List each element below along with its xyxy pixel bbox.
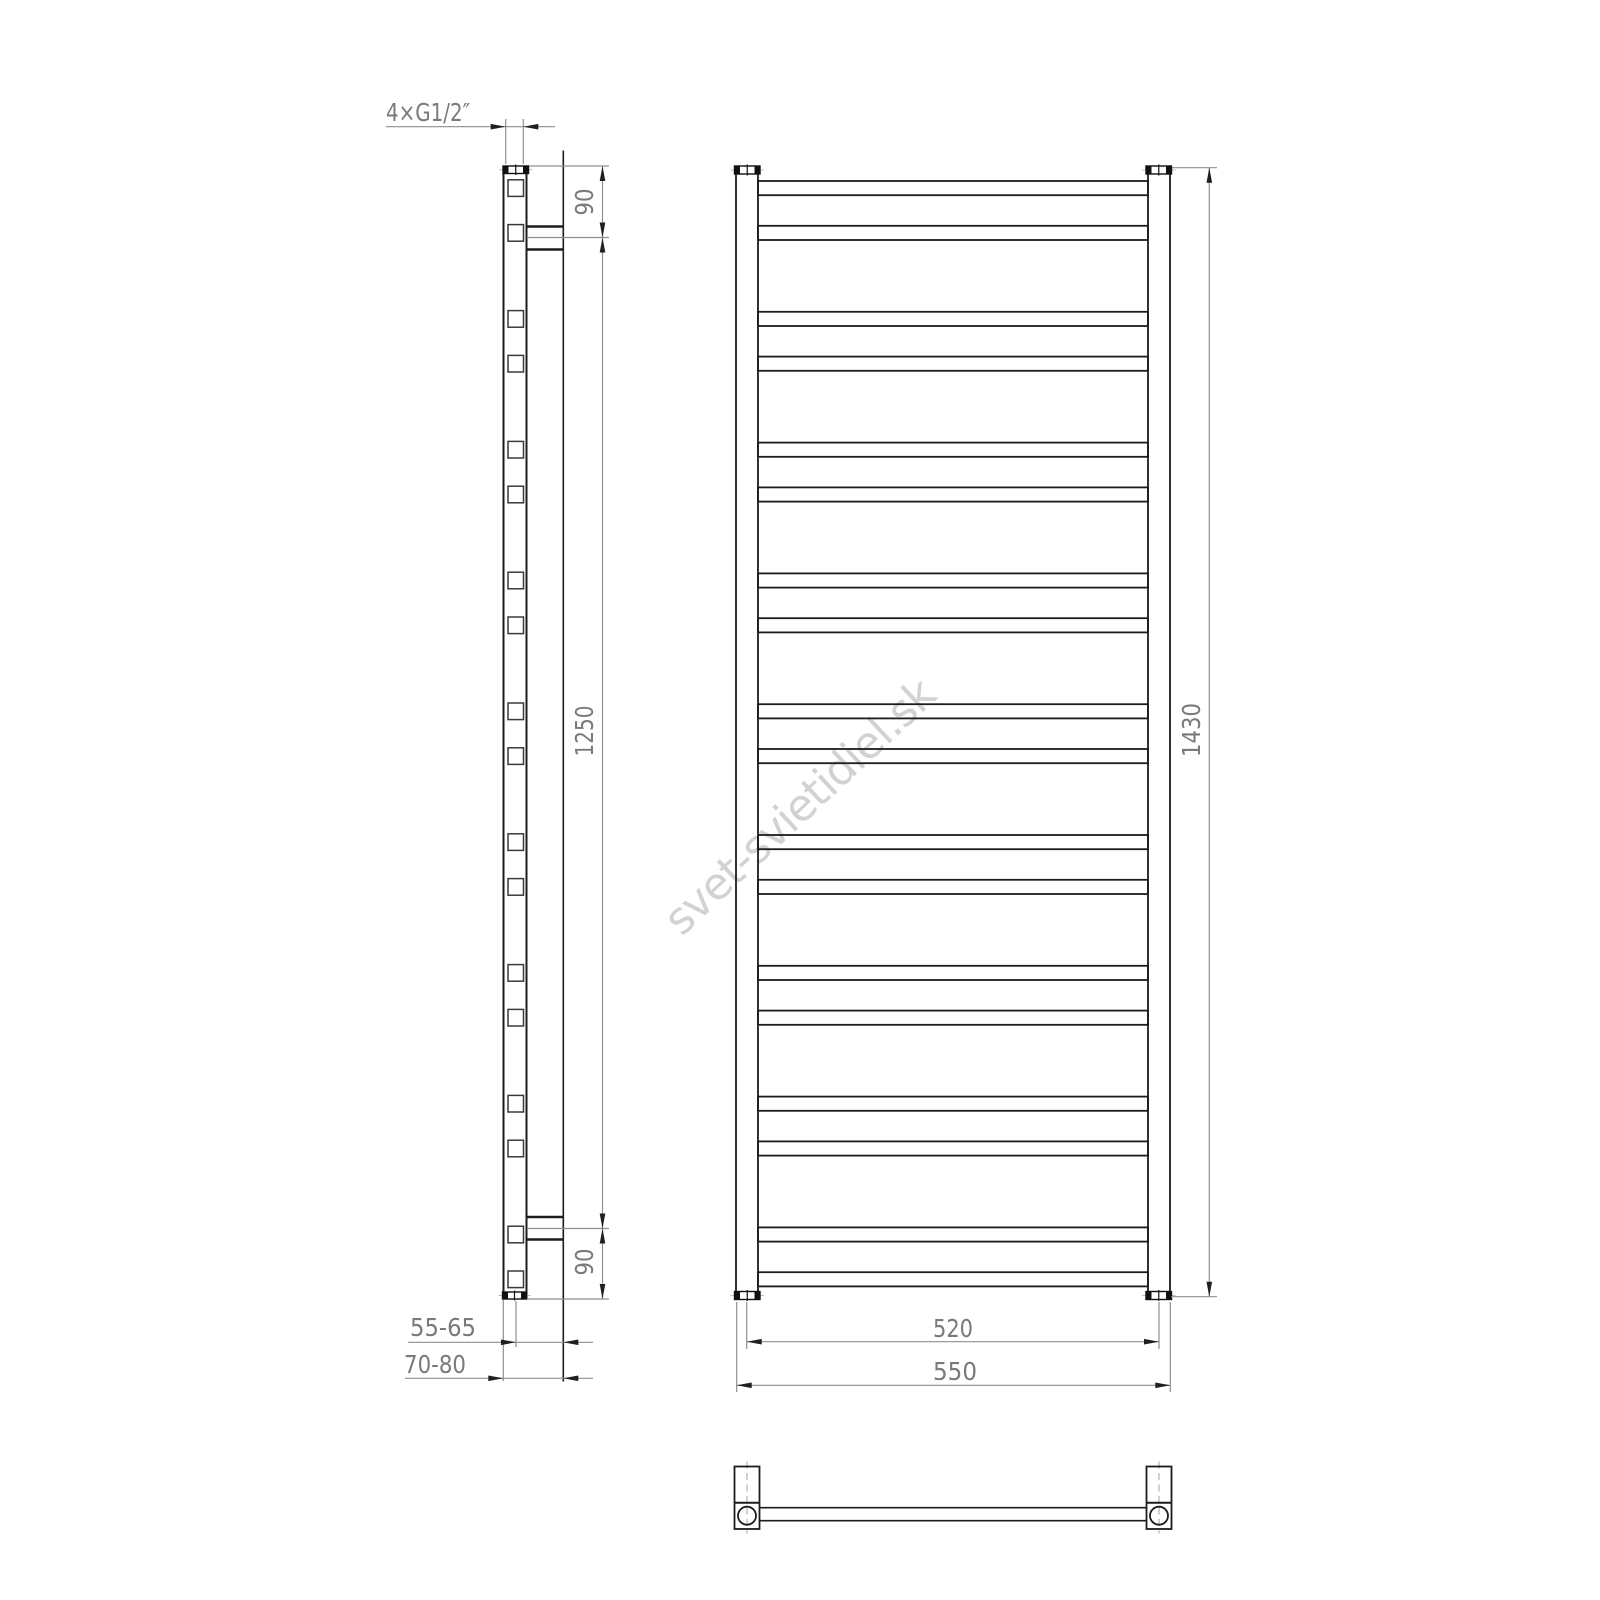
- rung: [758, 573, 1148, 587]
- rung: [758, 312, 1148, 326]
- rung: [758, 880, 1148, 894]
- cap-end: [755, 1292, 761, 1300]
- dimension-arrowhead: [747, 1339, 762, 1345]
- dimension-arrowhead: [600, 238, 606, 253]
- dimension-arrowhead: [1207, 1282, 1213, 1297]
- dimension-arrowhead: [737, 1383, 752, 1389]
- rung-end-square: [508, 703, 524, 720]
- dimension-arrowhead: [563, 1376, 578, 1382]
- rung: [758, 1272, 1148, 1286]
- front-view: [736, 167, 1170, 1292]
- connection-cap: [499, 1291, 531, 1301]
- cap-end: [755, 166, 761, 174]
- rung-end-square: [508, 617, 524, 634]
- cap-end: [521, 1292, 527, 1299]
- rung-end-square: [508, 1271, 524, 1288]
- rung: [758, 966, 1148, 980]
- side-rung-ends: [508, 180, 524, 1288]
- connection-cap: [731, 1290, 765, 1301]
- rung: [758, 1141, 1148, 1155]
- connection-cap: [1142, 165, 1176, 176]
- rung-end-square: [508, 1226, 524, 1243]
- rung-end-square: [508, 1009, 524, 1026]
- top-view: [735, 1462, 1172, 1534]
- rung: [758, 749, 1148, 763]
- rung-end-square: [508, 486, 524, 503]
- front-left-column: [736, 167, 758, 1292]
- connection-caps: [499, 165, 1176, 1302]
- watermark: svet-svietidiel.sk: [654, 668, 946, 946]
- rung-end-square: [508, 1140, 524, 1157]
- rung-end-square: [508, 748, 524, 765]
- rung-end-square: [508, 225, 524, 242]
- cap-end: [735, 1292, 741, 1300]
- dimension-arrowhead: [600, 1214, 606, 1229]
- rung-end-square: [508, 311, 524, 328]
- dimension-arrowhead: [491, 124, 506, 130]
- connection-cap: [731, 165, 765, 176]
- dimension-arrowhead: [501, 1340, 516, 1346]
- dimension-arrowhead: [1144, 1339, 1159, 1345]
- cap-end: [1166, 1292, 1172, 1300]
- rung: [758, 1097, 1148, 1111]
- rung-end-square: [508, 441, 524, 458]
- rung: [758, 1011, 1148, 1025]
- dim-label-axis-wall: 55-65: [410, 1313, 476, 1342]
- rung: [758, 357, 1148, 371]
- connection-cap: [1142, 1290, 1176, 1301]
- dim-label-total-width: 550: [933, 1357, 977, 1386]
- dim-label-bracket-span: 1250: [570, 692, 599, 757]
- rung-end-square: [508, 834, 524, 851]
- rung: [758, 443, 1148, 457]
- dim-label-top-offset: 90: [570, 183, 599, 216]
- dim-label-connections: 4×G1/2″: [386, 98, 470, 127]
- rung-end-square: [508, 965, 524, 982]
- dimension-arrowhead: [600, 1284, 606, 1299]
- dim-label-face-wall: 70-80: [404, 1350, 466, 1379]
- rung-end-square: [508, 355, 524, 372]
- side-tube: [504, 167, 527, 1298]
- cap-end: [503, 1292, 509, 1299]
- rung: [758, 226, 1148, 240]
- dim-label-bottom-offset: 90: [570, 1243, 599, 1276]
- dimension-arrowhead: [563, 1340, 578, 1346]
- cap-end: [523, 166, 529, 174]
- rung: [758, 1227, 1148, 1241]
- cap-end: [1166, 166, 1172, 174]
- dimension-arrowhead: [600, 223, 606, 238]
- rung: [758, 181, 1148, 195]
- rung-end-square: [508, 180, 524, 197]
- connection-cap: [499, 165, 533, 176]
- cap-end: [503, 166, 509, 174]
- dimension-arrowhead: [600, 1229, 606, 1244]
- rung: [758, 835, 1148, 849]
- dimensions: [386, 98, 1217, 1392]
- dimension-arrowhead: [1155, 1383, 1170, 1389]
- dimension-arrowhead: [523, 124, 538, 130]
- front-rungs: [758, 181, 1148, 1286]
- dim-label-mounting-width: 520: [933, 1314, 973, 1343]
- rung: [758, 618, 1148, 632]
- cap-end: [1146, 1292, 1152, 1300]
- dimension-arrowhead: [600, 166, 606, 181]
- cap-end: [1146, 166, 1152, 174]
- side-view: [504, 151, 564, 1382]
- rung-end-square: [508, 1095, 524, 1112]
- rung: [758, 487, 1148, 501]
- rung-end-square: [508, 879, 524, 896]
- rung-end-square: [508, 572, 524, 589]
- dimension-arrowhead: [1207, 168, 1213, 183]
- cap-end: [735, 166, 741, 174]
- dimension-arrowhead: [488, 1376, 503, 1382]
- front-right-column: [1148, 167, 1170, 1292]
- dim-label-height: 1430: [1177, 693, 1206, 757]
- rung: [758, 704, 1148, 718]
